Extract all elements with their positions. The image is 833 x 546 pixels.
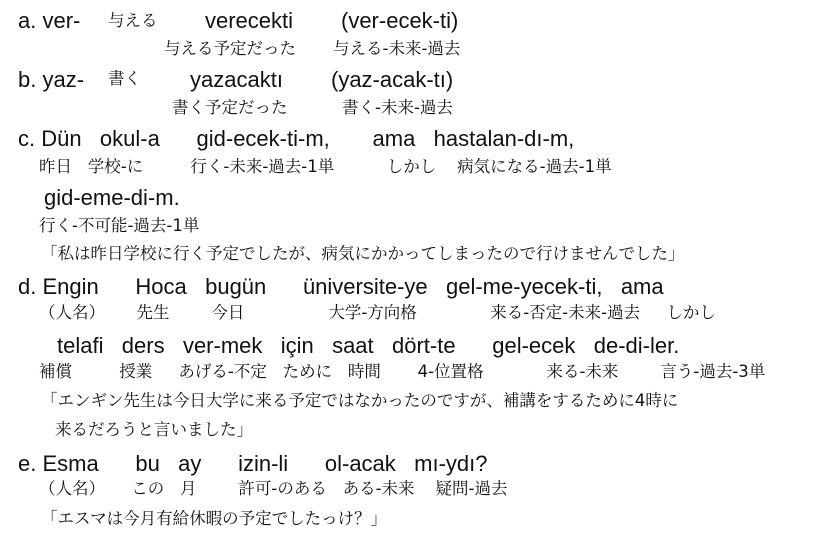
example-e-translation: 「エスマは今月有給休暇の予定でしたっけ？」 <box>41 509 388 528</box>
example-d-gloss-line2: 補償 授業 あげる-不定 ために 時間 4-位置格 来る-未来 言う-過去-3単 <box>39 362 766 381</box>
example-e-sentence: e. Esma bu ay izin-li ol-acak mı-ydı? <box>18 451 488 476</box>
example-b-word: yazacaktı <box>190 67 283 92</box>
example-a-word: verecekti <box>205 8 294 33</box>
example-c-sentence-line1: c. Dün okul-a gid-ecek-ti-m, ama hastalan-dı-m, <box>18 126 575 151</box>
example-d-sentence-line2: telafi ders ver-mek için saat dört-te gel-ecek de-di-ler. <box>57 333 680 358</box>
example-a-meaning: 与える予定だった <box>164 39 296 58</box>
example-d-translation-line1: 「エンギン先生は今日大学に来る予定ではなかったのですが、補講をするために4時に <box>41 391 679 410</box>
example-e-gloss: （人名） この 月 許可-のある ある-未来 疑問-過去 <box>39 479 508 498</box>
example-d-translation-line2: 来るだろうと言いました」 <box>55 420 253 439</box>
example-a-morphology: (ver-ecek-ti) <box>341 8 459 33</box>
example-d-sentence-line1: d. Engin Hoca bugün üniversite-ye gel-me-yecek-ti, ama <box>18 274 664 299</box>
example-c-sentence-line2: gid-eme-di-m. <box>44 185 180 210</box>
example-b-morphology: (yaz-acak-tı) <box>331 67 454 92</box>
example-b-verb: b. yaz- <box>18 67 85 92</box>
example-a-verb-gloss: 与える <box>108 11 158 30</box>
example-d-gloss-line1: （人名） 先生 今日 大学-方向格 来る-否定-未来-過去 しかし <box>39 303 716 322</box>
example-b-gloss: 書く-未来-過去 <box>342 98 453 117</box>
example-a-verb: a. ver- <box>18 8 81 33</box>
example-b-meaning: 書く予定だった <box>172 98 288 117</box>
example-c-translation: 「私は昨日学校に行く予定でしたが、病気にかかってしまったので行けませんでした」 <box>41 244 685 263</box>
example-b-verb-gloss: 書く <box>108 69 141 88</box>
example-c-gloss-line2: 行く-不可能-過去-1単 <box>39 216 200 235</box>
example-a-gloss: 与える-未来-過去 <box>333 39 461 58</box>
example-c-gloss-line1: 昨日 学校-に 行く-未来-過去-1単 しかし 病気になる-過去-1単 <box>39 157 612 176</box>
